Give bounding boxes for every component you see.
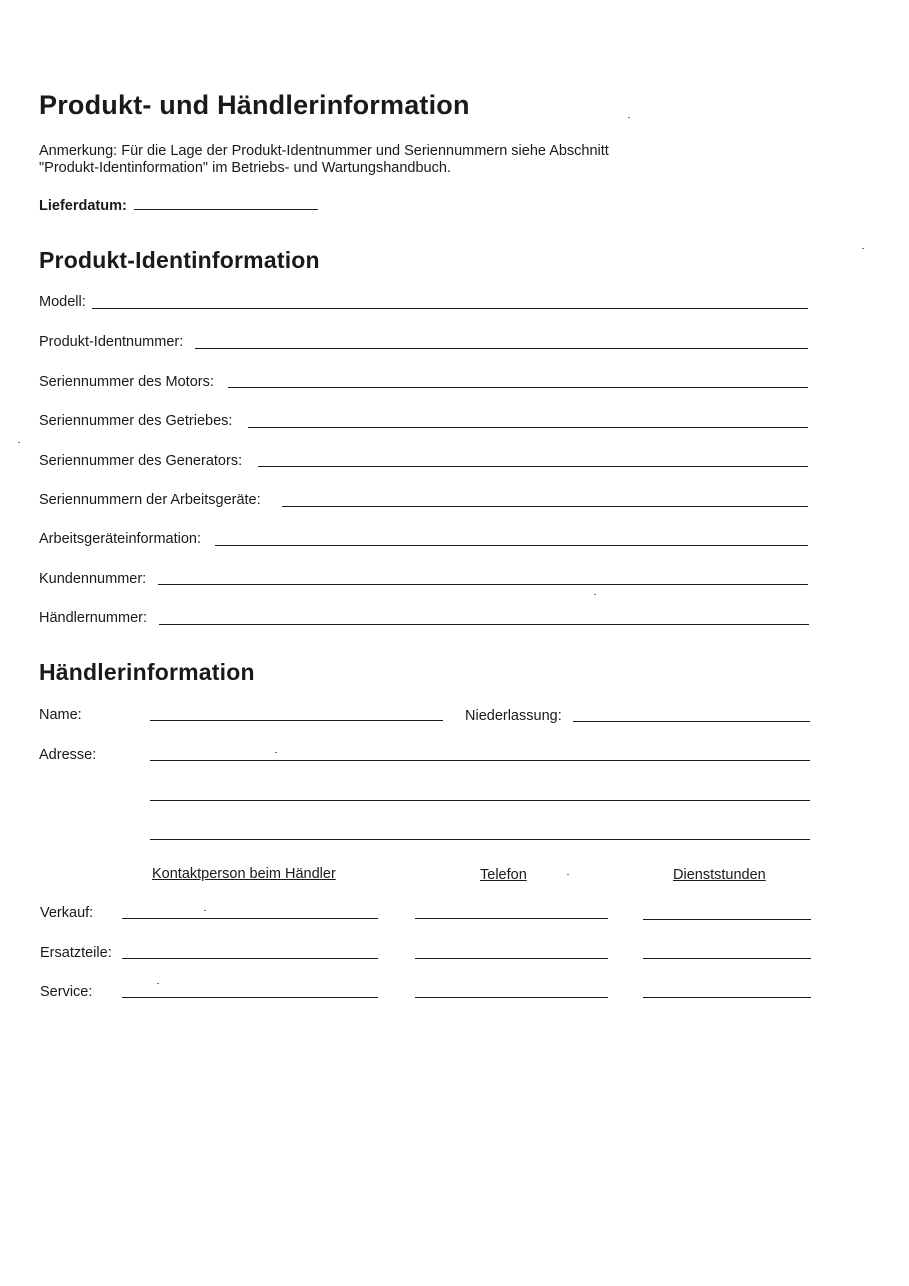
scan-speck: [204, 910, 206, 911]
note-line-2: "Produkt-Identinformation" im Betriebs- und Wartungshandbuch.: [39, 160, 451, 176]
product-id-field[interactable]: [195, 348, 808, 349]
product-section-heading: Produkt-Identinformation: [39, 247, 320, 273]
column-header-hours: Dienststunden: [673, 867, 766, 883]
attachment-info-field[interactable]: [215, 545, 808, 546]
note: [39, 143, 609, 177]
service-hours-field[interactable]: [643, 997, 811, 998]
column-header-phone: Telefon: [480, 867, 527, 883]
name-label: Name:: [39, 707, 82, 723]
transmission-serial-field[interactable]: [248, 427, 808, 428]
field-label-attachment-serials: Seriennummern der Arbeitsgeräte:: [39, 492, 261, 508]
scan-speck: [862, 248, 864, 249]
address-field-line-3[interactable]: [150, 839, 810, 840]
row-label-parts: Ersatzteile:: [40, 945, 112, 961]
parts-hours-field[interactable]: [643, 958, 811, 959]
model-field[interactable]: [92, 308, 808, 309]
engine-serial-field[interactable]: [228, 387, 808, 388]
sales-contact-field[interactable]: [122, 918, 378, 919]
field-label-model: Modell:: [39, 294, 86, 310]
delivery-date-field[interactable]: [134, 209, 318, 210]
scan-speck: [594, 594, 596, 595]
field-label-generator-serial: Seriennummer des Generators:: [39, 453, 243, 469]
address-label: Adresse:: [39, 747, 97, 763]
service-contact-field[interactable]: [122, 997, 378, 998]
field-label-transmission-serial: Seriennummer des Getriebes:: [39, 413, 233, 429]
row-label-service: Service:: [40, 984, 93, 1000]
dealer-section-heading: Händlerinformation: [39, 659, 255, 685]
column-header-contact: Kontaktperson beim Händler: [152, 866, 336, 882]
name-field[interactable]: [150, 720, 443, 721]
sales-phone-field[interactable]: [415, 918, 608, 919]
generator-serial-field[interactable]: [258, 466, 808, 467]
sales-hours-field[interactable]: [643, 919, 811, 920]
scan-speck: [628, 117, 630, 118]
field-label-attachment-info: Arbeitsgeräteinformation:: [39, 531, 201, 547]
address-field-line-2[interactable]: [150, 800, 810, 801]
customer-number-field[interactable]: [158, 584, 808, 585]
service-phone-field[interactable]: [415, 997, 608, 998]
page-title: Produkt- und Händlerinformation: [39, 90, 470, 120]
scan-speck: [275, 752, 277, 753]
field-label-dealer-number: Händlernummer:: [39, 610, 147, 626]
branch-field[interactable]: [573, 721, 810, 722]
address-field-line-1[interactable]: [150, 760, 810, 761]
branch-label: Niederlassung:: [465, 708, 562, 724]
parts-phone-field[interactable]: [415, 958, 608, 959]
scan-speck: [18, 442, 20, 443]
scan-speck: [567, 874, 569, 875]
note-line-1: Anmerkung: Für die Lage der Produkt-Identnummer und Seriennummern siehe Abschnitt: [39, 143, 609, 159]
field-label-engine-serial: Seriennummer des Motors:: [39, 374, 214, 390]
field-label-customer-number: Kundennummer:: [39, 571, 147, 587]
scan-speck: [157, 983, 159, 984]
parts-contact-field[interactable]: [122, 958, 378, 959]
delivery-date-label: Lieferdatum:: [39, 198, 127, 214]
field-label-product-id: Produkt-Identnummer:: [39, 334, 184, 350]
dealer-number-field[interactable]: [159, 624, 809, 625]
row-label-sales: Verkauf:: [40, 905, 94, 921]
attachment-serials-field[interactable]: [282, 506, 808, 507]
